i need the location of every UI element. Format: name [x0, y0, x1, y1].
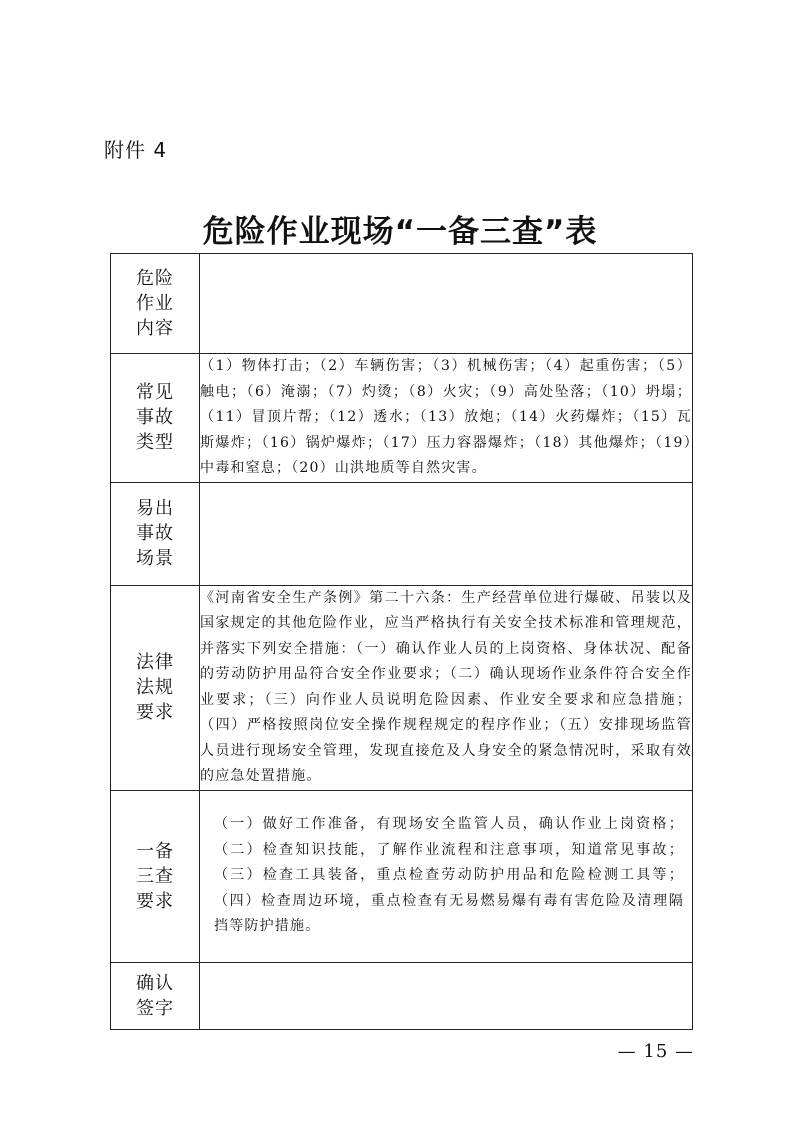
- table-row-signature: [111, 962, 693, 1029]
- form-title: 危险作业现场“一备三查”表: [202, 214, 598, 250]
- row-label-check-requirements: 一备三查要求: [111, 790, 200, 962]
- row-label-accident-scenarios: 易出事故场景: [111, 482, 200, 585]
- table-row-check-requirements: [111, 790, 693, 962]
- table-row-accident-types: [111, 354, 693, 483]
- row-label-work-content: 危险作业内容: [111, 254, 200, 354]
- inspection-form-table: [110, 253, 693, 1030]
- row-label-signature: 确认签字: [111, 962, 200, 1029]
- legal-requirements-text: 《河南省安全生产条例》第二十六条：生产经营单位进行爆破、吊装以及国家规定的其他危险作业，应当严格执行有关安全技术标准和管理规范，并落实下列安全措施：（一）确认作业人员的上岗资格、身体状况、配备的劳动防护用品符合安全作业要求；（二）确认现场作业条件符合安全作业要求；（三）向作业人员说明危险因素、作业安全要求和应急措施；（四）严格按照岗位安全操作规程规定的程序作业；（五）安排现场监管人员进行现场安全管理，发现直接危及人身安全的紧急情况时，采取有效的应急处置措施。: [200, 585, 693, 790]
- table-row-legal-requirements: [111, 585, 693, 790]
- table-row-work-content: [111, 254, 693, 354]
- attachment-label: 附件 4: [104, 138, 168, 162]
- table-row-accident-scenarios: [111, 482, 693, 585]
- check-requirements-text: （一）做好工作准备，有现场安全监管人员，确认作业上岗资格；（二）检查知识技能，了解作业流程和注意事项，知道常见事故；（三）检查工具装备，重点检查劳动防护用品和危险检测工具等；（四）检查周边环境，重点检查有无易燃易爆有毒有害危险及清理隔挡等防护措施。: [200, 790, 693, 962]
- accident-types-text: （1）物体打击；（2）车辆伤害；（3）机械伤害；（4）起重伤害；（5）触电；（6）淹溺；（7）灼烫；（8）火灾；（9）高处坠落；（10）坍塌；（11）冒顶片帮；（12）透水；（13）放炮；（14）火药爆炸；（15）瓦斯爆炸；（16）锅炉爆炸；（17）压力容器爆炸；（18）其他爆炸；（19）中毒和窒息；（20）山洪地质等自然灾害。: [200, 354, 693, 483]
- row-label-legal-requirements: 法律法规要求: [111, 585, 200, 790]
- row-label-accident-types: 常见事故类型: [111, 354, 200, 483]
- page-number: — 15 —: [617, 1041, 694, 1062]
- work-content-field[interactable]: [200, 254, 693, 354]
- signature-field[interactable]: [200, 962, 693, 1029]
- accident-scenarios-field[interactable]: [200, 482, 693, 585]
